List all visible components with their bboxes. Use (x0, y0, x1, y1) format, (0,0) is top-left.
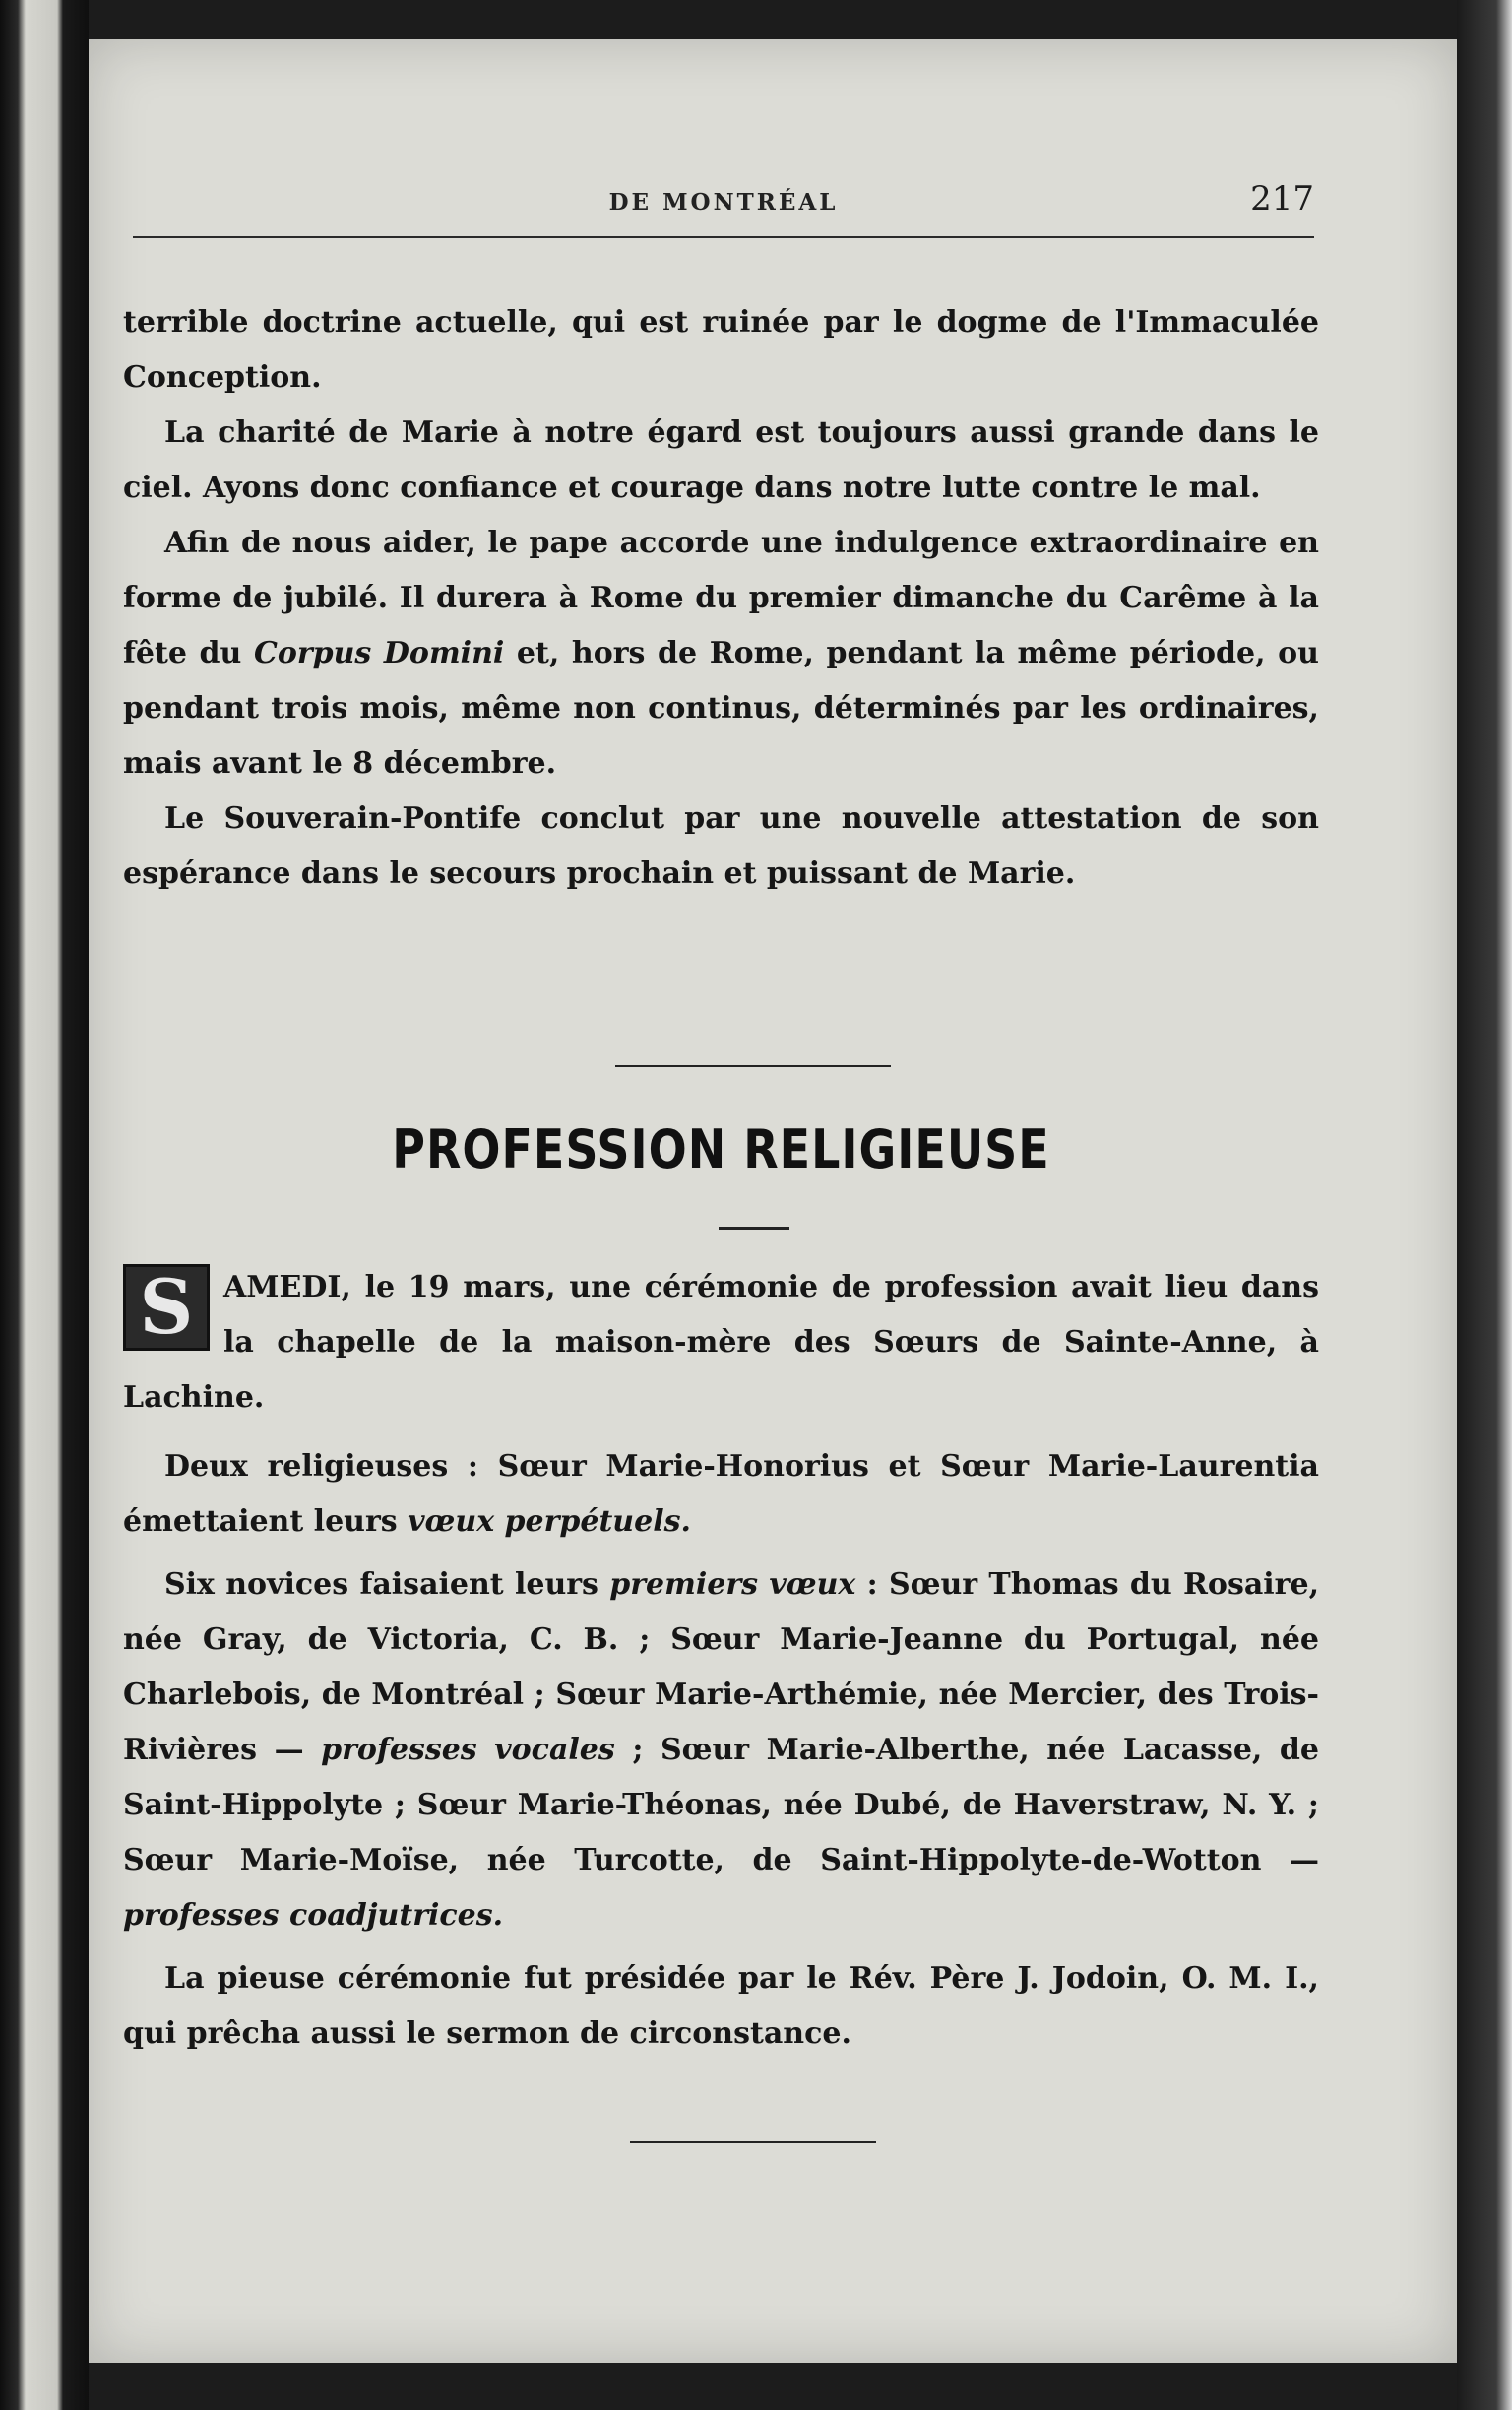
paragraph-six-novices (123, 1557, 1319, 1943)
paragraph-doctrine: terrible doctrine actuelle, qui est ruinée par le dogme de l'Immaculée Conception. (123, 305, 1319, 395)
running-head-title: DE MONTRÉAL (608, 189, 839, 216)
running-head (133, 167, 1314, 226)
section-divider (615, 1065, 891, 1067)
page-number: 217 (1250, 179, 1314, 219)
jubile-text-a: Afin de nous aider, le pape accorde une indulgence extraordinaire en forme de jubilé. Il durera à Rome du premier dimanche du Carême à la fête du (123, 526, 1319, 670)
scan-left-margin (0, 0, 89, 2410)
header-rule (133, 236, 1314, 238)
paragraph-jubile (123, 516, 1319, 792)
body-text-top (123, 295, 1319, 902)
paragraph-charite: La charité de Marie à notre égard est toujours aussi grande dans le ciel. Ayons donc confiance et courage dans notre lutte contre le mal. (123, 415, 1319, 505)
paragraph-samedi (123, 1260, 1319, 1426)
body-text-section (123, 1260, 1319, 2061)
drop-cap-letter: S (139, 1263, 194, 1351)
paragraph-deux-religieuses (123, 1439, 1319, 1550)
six-text-c: ; Sœur Marie-Alberthe, née Lacasse, de Saint-Hippolyte ; Sœur Marie-Théonas, née Dubé, de Haverstraw, N. Y. ; Sœur Marie-Moïse, née Turcotte, de Saint-Hippolyte-de-Wotton — (123, 1733, 1319, 1877)
end-rule (630, 2141, 876, 2143)
jubile-italic: Corpus Domini (253, 636, 505, 670)
paragraph-ceremonie: La pieuse cérémonie fut présidée par le Rév. Père J. Jodoin, O. M. I., qui prêcha aussi le sermon de circonstance. (123, 1961, 1319, 2051)
deux-italic: vœux perpétuels. (408, 1504, 691, 1539)
six-italic-b: professes vocales (321, 1733, 615, 1767)
paragraph-conclusion: Le Souverain-Pontife conclut par une nouvelle attestation de son espérance dans le secours prochain et puissant de Marie. (123, 801, 1319, 891)
six-italic-a: premiers vœux (609, 1567, 856, 1602)
six-text-b: : Sœur Thomas du Rosaire, née Gray, de Victoria, C. B. ; Sœur Marie-Jeanne du Portugal, née Charlebois, de Montréal ; Sœur Marie-Arthémie, née Mercier, des Trois-Rivières — (123, 1567, 1320, 1767)
six-text-a: Six novices faisaient leurs (164, 1567, 610, 1602)
heading-underline (719, 1227, 789, 1230)
deux-text: Deux religieuses : Sœur Marie-Honorius et Sœur Marie-Laurentia émettaient leurs (123, 1449, 1319, 1539)
section-heading: PROFESSION RELIGIEUSE (392, 1117, 1050, 1180)
drop-cap-ornament (123, 1264, 210, 1351)
six-italic-c: professes coadjutrices. (123, 1898, 504, 1933)
samedi-text: AMEDI, le 19 mars, une cérémonie de profession avait lieu dans la chapelle de la maison-mère des Sœurs de Sainte-Anne, à Lachine. (123, 1270, 1319, 1415)
jubile-text-b: et, hors de Rome, pendant la même période, ou pendant trois mois, même non continus, déterminés par les ordinaires, mais avant le 8 décembre. (123, 636, 1319, 781)
scan-right-margin (1457, 0, 1512, 2410)
